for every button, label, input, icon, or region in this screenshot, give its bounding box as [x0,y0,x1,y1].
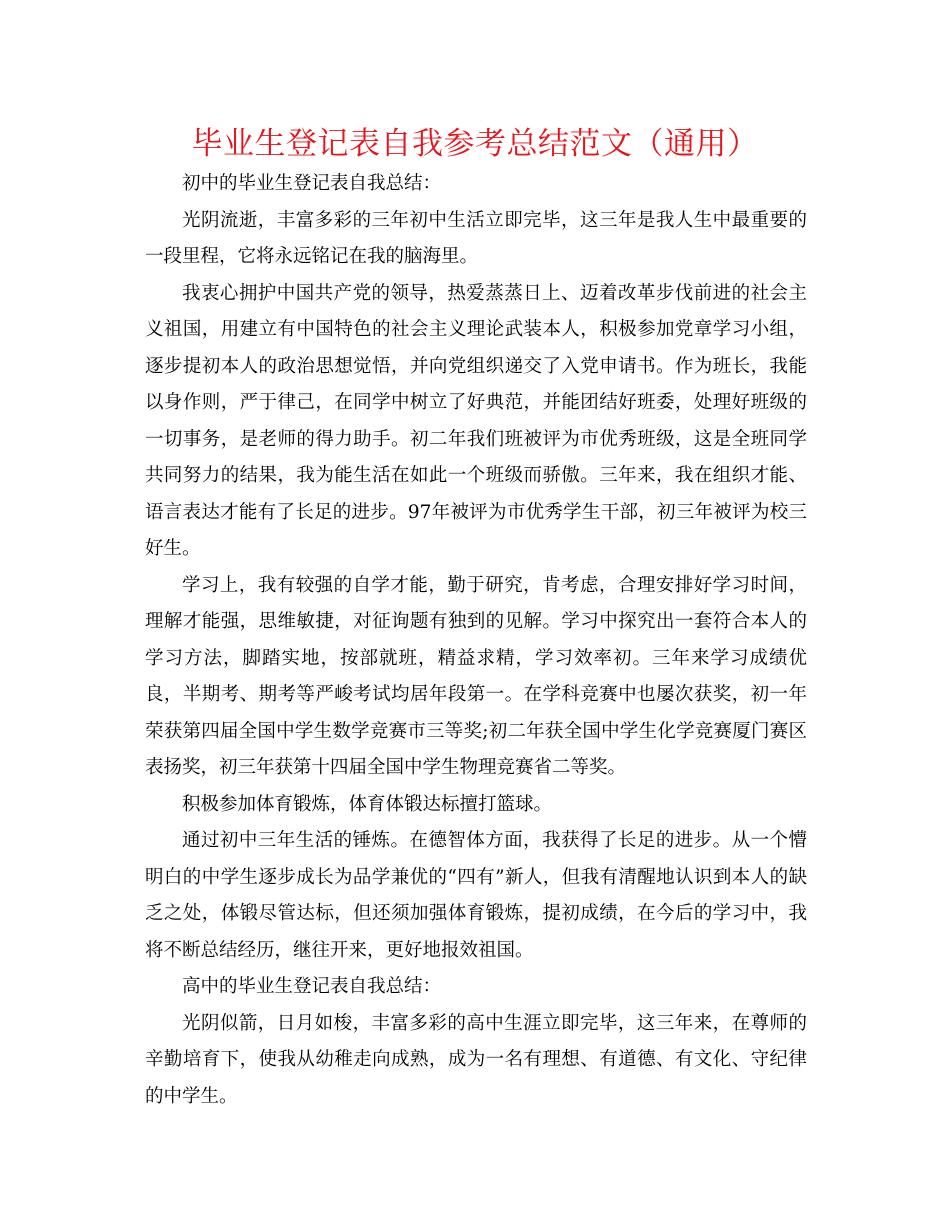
paragraph: 光阴似箭，日月如梭，丰富多彩的高中生涯立即完毕，这三年来，在尊师的辛勤培育下，使我从幼稚走向成熟，成为一名有理想、有道德、有文化、守纪律的中学生。 [145,1012,807,1107]
paragraph: 我衷心拥护中国共产党的领导，热爱蒸蒸日上、迈着改革步伐前进的社会主义祖国，用建立有中国特色的社会主义理论武装本人，积极参加党章学习小组，逐步提初本人的政治思想觉悟，并向党组织递交了入党申请书。作为班长，我能以身作则，严于律己，在同学中树立了好典范，并能团结好班委，处理好班级的一切事务，是老师的得力助手。初二年我们班被评为市优秀班级，这是全班同学共同努力的结果，我为能生活在如此一个班级而骄傲。三年来，我在组织才能、语言表达才能有了长足的进步。97年被评为市优秀学生干部，初三年被评为校三好生。 [145,282,807,559]
paragraph: 积极参加体育锻炼，体育体锻达标擅打篮球。 [182,793,553,815]
paragraph: 学习上，我有较强的自学才能，勤于研究，肯考虑，合理安排好学习时间，理解才能强，思维敏捷，对征询题有独到的见解。学习中探究出一套符合本人的学习方法，脚踏实地，按部就班，精益求精，学习效率初。三年来学习成绩优良，半期考、期考等严峻考试均居年段第一。在学科竞赛中也屡次获奖，初一年荣获第四届全国中学生数学竞赛市三等奖;初二年获全国中学生化学竞赛厦门赛区表扬奖，初三年获第十四届全国中学生物理竞赛省二等奖。 [145,574,807,778]
paragraph-junior-heading: 初中的毕业生登记表自我总结： [182,173,442,194]
paragraph: 通过初中三年生活的锤炼。在德智体方面，我获得了长足的进步。从一个懵明白的中学生逐步成长为品学兼优的“四有”新人，但我有清醒地认识到本人的缺乏之处，体锻尽管达标，但还须加强体育锻炼，提初成绩，在今后的学习中，我将不断总结经历，继往开来，更好地报效祖国。 [145,830,807,961]
document-title: 毕业生登记表自我参考总结范文（通用） [191,126,759,162]
document-body [145,166,807,1115]
paragraph: 光阴流逝，丰富多彩的三年初中生活立即完毕，这三年是我人生中最重要的一段里程，它将永远铭记在我的脑海里。 [145,209,807,267]
paragraph-senior-heading: 高中的毕业生登记表自我总结： [182,976,442,997]
